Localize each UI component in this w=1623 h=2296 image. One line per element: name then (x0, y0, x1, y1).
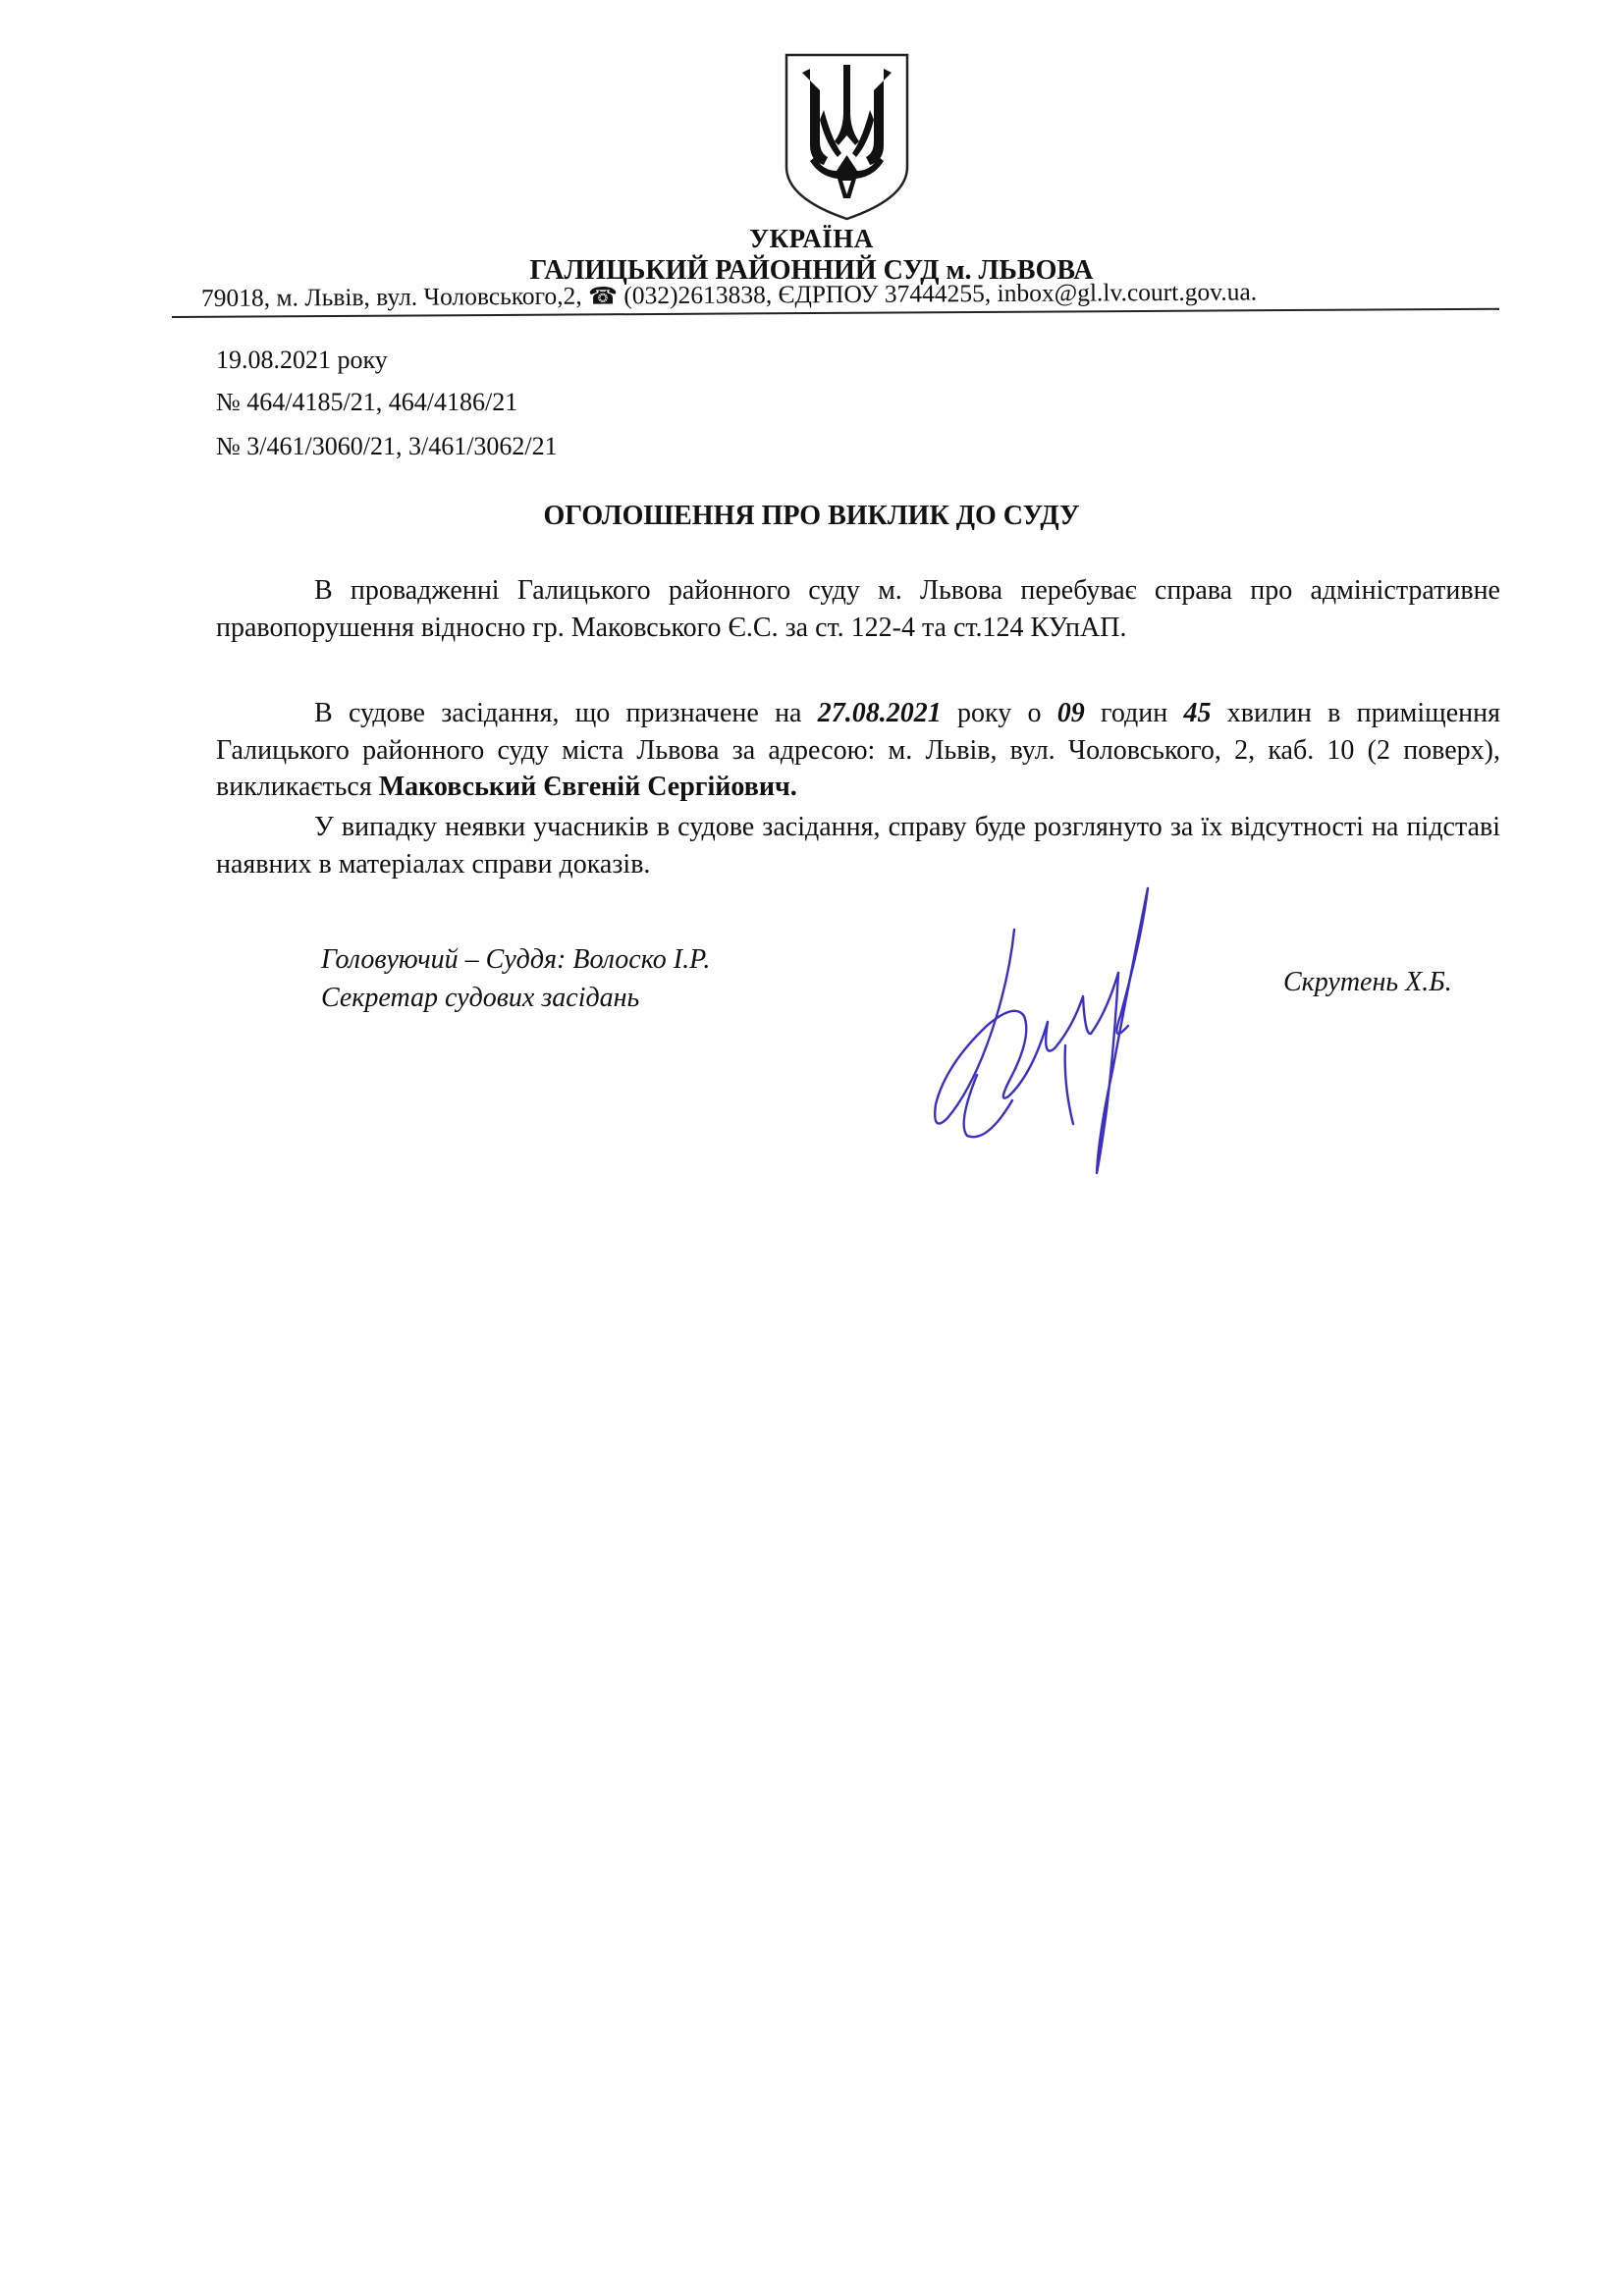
paragraph-case-info: В провадженні Галицького районного суду м. Львова перебуває справа про адміністративне правопорушення відносно гр. Маковського Є.С. за ст. 122-4 та ст.124 КУпАП. (216, 575, 1500, 643)
coat-of-arms-emblem (781, 51, 913, 223)
hearing-minutes: 45 (1183, 698, 1212, 728)
address-text: 79018, м. Львів, вул. Чоловського,2, (200, 281, 589, 312)
hearing-text-4: хвилин в приміщення Галицького районного суду міста Львова за адресою: м. Львів, вул. Чоловського, 2, каб. 10 (2 поверх), викликається (216, 698, 1500, 802)
case-numbers-1: № 464/4185/21, 464/4186/21 (216, 388, 518, 416)
hearing-text-1: В судове засідання, що призначене на (314, 698, 818, 728)
document-title: ОГОЛОШЕННЯ ПРО ВИКЛИК ДО СУДУ (543, 501, 1080, 531)
secretary-title: Секретар судових засідань (321, 983, 640, 1013)
paragraph-absence-notice: У випадку неявки учасників в судове засідання, справу буде розглянуто за їх відсутності на підставі наявних в матеріалах справи доказів. (216, 812, 1500, 880)
presiding-judge: Головуючий – Суддя: Волоско І.Р. (321, 944, 711, 975)
court-name: ГАЛИЦЬКИЙ РАЙОННИЙ СУД м. ЛЬВОВА (529, 255, 1094, 286)
handwritten-signature (918, 879, 1173, 1183)
case-numbers-2: № 3/461/3060/21, 3/461/3062/21 (216, 432, 558, 460)
hearing-date: 27.08.2021 (817, 698, 942, 728)
court-address-line (201, 277, 1257, 313)
secretary-name: Скрутень Х.Б. (1283, 967, 1452, 997)
address-contacts-text: (032)2613838, ЄДРПОУ 37444255, inbox@gl.lv.court.gov.ua. (617, 277, 1258, 310)
hearing-text-3: годин (1084, 698, 1184, 728)
country-name: УКРАЇНА (749, 224, 874, 253)
hearing-text-2: року о (941, 698, 1057, 728)
summoned-person-name: Маковський Євгеній Сергійович. (378, 772, 797, 802)
paragraph-hearing-details (216, 695, 1500, 806)
telephone-icon: ☎ (588, 284, 619, 310)
document-date: 19.08.2021 року (216, 346, 388, 374)
hearing-hours: 09 (1056, 698, 1085, 728)
